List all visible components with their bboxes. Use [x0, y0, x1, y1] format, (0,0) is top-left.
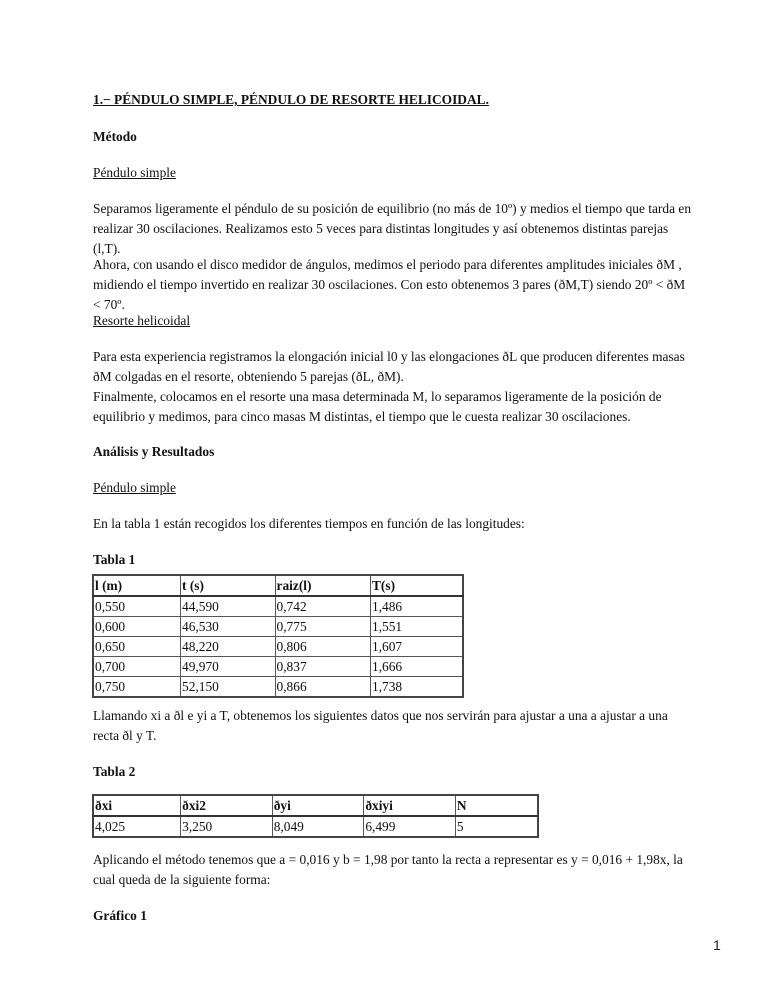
- table-cell: 46,530: [181, 617, 276, 637]
- table-row: [93, 677, 463, 698]
- subheading-resorte: Resorte helicoidal: [93, 313, 191, 328]
- page-number: 1: [713, 937, 721, 953]
- table-cell: 52,150: [181, 677, 276, 698]
- paragraph-resorte-2: Finalmente, colocamos en el resorte una masa determinada M, lo separamos ligeramente de la posición de equilibrio y medimos, para cinco masas M distintas, el tiempo que le cuesta realizar 30 oscilaciones.: [93, 389, 662, 424]
- table-cell: 1,486: [371, 596, 464, 617]
- heading-metodo: Método: [93, 129, 137, 144]
- table-cell: 8,049: [272, 816, 364, 837]
- header-cell: ðxiyi: [364, 795, 456, 816]
- paragraph-intro-tabla1: En la tabla 1 están recogidos los diferentes tiempos en función de las longitudes:: [93, 516, 525, 531]
- table-cell: 0,806: [275, 637, 370, 657]
- table-cell: 0,750: [93, 677, 181, 698]
- header-cell: raiz(l): [275, 575, 370, 596]
- document-title: 1.− PÉNDULO SIMPLE, PÉNDULO DE RESORTE HELICOIDAL.: [93, 92, 489, 107]
- table-cell: 1,607: [371, 637, 464, 657]
- table-row: [93, 657, 463, 677]
- table-cell: 1,666: [371, 657, 464, 677]
- paragraph-pendulo-2: Ahora, con usando el disco medidor de ángulos, medimos el periodo para diferentes amplitudes iniciales ðM , midiendo el tiempo invertido en realizar 30 oscilaciones. Con esto obtenemos 3 pares (ðM,T) siendo 20º < ðM < 70º.: [93, 257, 686, 312]
- table-cell: 0,775: [275, 617, 370, 637]
- table-cell: 1,551: [371, 617, 464, 637]
- table-header-row: [93, 795, 538, 816]
- paragraph-pendulo-1: Separamos ligeramente el péndulo de su posición de equilibrio (no más de 10º) y medios el tiempo que tarda en realizar 30 oscilaciones. Realizamos esto 5 veces para distintas longitudes y así obtenemos distintas parejas (l,T).: [93, 201, 692, 256]
- table-row: [93, 596, 463, 617]
- paragraph-after-tabla2: Aplicando el método tenemos que a = 0,016 y b = 1,98 por tanto la recta a representar es y = 0,016 + 1,98x, la cual queda de la siguiente forma:: [93, 852, 683, 887]
- header-cell: ðxi: [93, 795, 181, 816]
- table-row: [93, 617, 463, 637]
- table-row: [93, 816, 538, 837]
- table-cell: 48,220: [181, 637, 276, 657]
- table-cell: 3,250: [181, 816, 273, 837]
- subheading-analisis-pendulo: Péndulo simple: [93, 480, 176, 495]
- paragraph-resorte-1: Para esta experiencia registramos la elongación inicial l0 y las elongaciones ðL que producen diferentes masas ðM colgadas en el resorte, obteniendo 5 parejas (ðL, ðM).: [93, 349, 685, 384]
- paragraph-after-tabla1: Llamando xi a ðl e yi a T, obtenemos los siguientes datos que nos servirán para ajustar a una a ajustar a una recta ðl y T.: [93, 708, 668, 743]
- table-cell: 0,742: [275, 596, 370, 617]
- table-cell: 49,970: [181, 657, 276, 677]
- table-cell: 1,738: [371, 677, 464, 698]
- table-cell: 6,499: [364, 816, 456, 837]
- table-cell: 0,550: [93, 596, 181, 617]
- table-cell: 0,866: [275, 677, 370, 698]
- table-cell: 0,600: [93, 617, 181, 637]
- header-cell: l (m): [93, 575, 181, 596]
- table-header-row: [93, 575, 463, 596]
- header-cell: T(s): [371, 575, 464, 596]
- table-cell: 4,025: [93, 816, 181, 837]
- header-cell: ðyi: [272, 795, 364, 816]
- table-1: [92, 574, 464, 698]
- subheading-pendulo-simple: Péndulo simple: [93, 165, 176, 180]
- header-cell: N: [455, 795, 538, 816]
- table-cell: 5: [455, 816, 538, 837]
- table-cell: 0,837: [275, 657, 370, 677]
- table-2: [92, 794, 539, 838]
- label-grafico-1: Gráfico 1: [93, 908, 147, 923]
- table-cell: 0,700: [93, 657, 181, 677]
- label-tabla-2: Tabla 2: [93, 764, 136, 779]
- heading-analisis: Análisis y Resultados: [93, 444, 215, 459]
- table-cell: 44,590: [181, 596, 276, 617]
- table-row: [93, 637, 463, 657]
- header-cell: ðxi2: [181, 795, 273, 816]
- table-cell: 0,650: [93, 637, 181, 657]
- label-tabla-1: Tabla 1: [93, 552, 136, 567]
- header-cell: t (s): [181, 575, 276, 596]
